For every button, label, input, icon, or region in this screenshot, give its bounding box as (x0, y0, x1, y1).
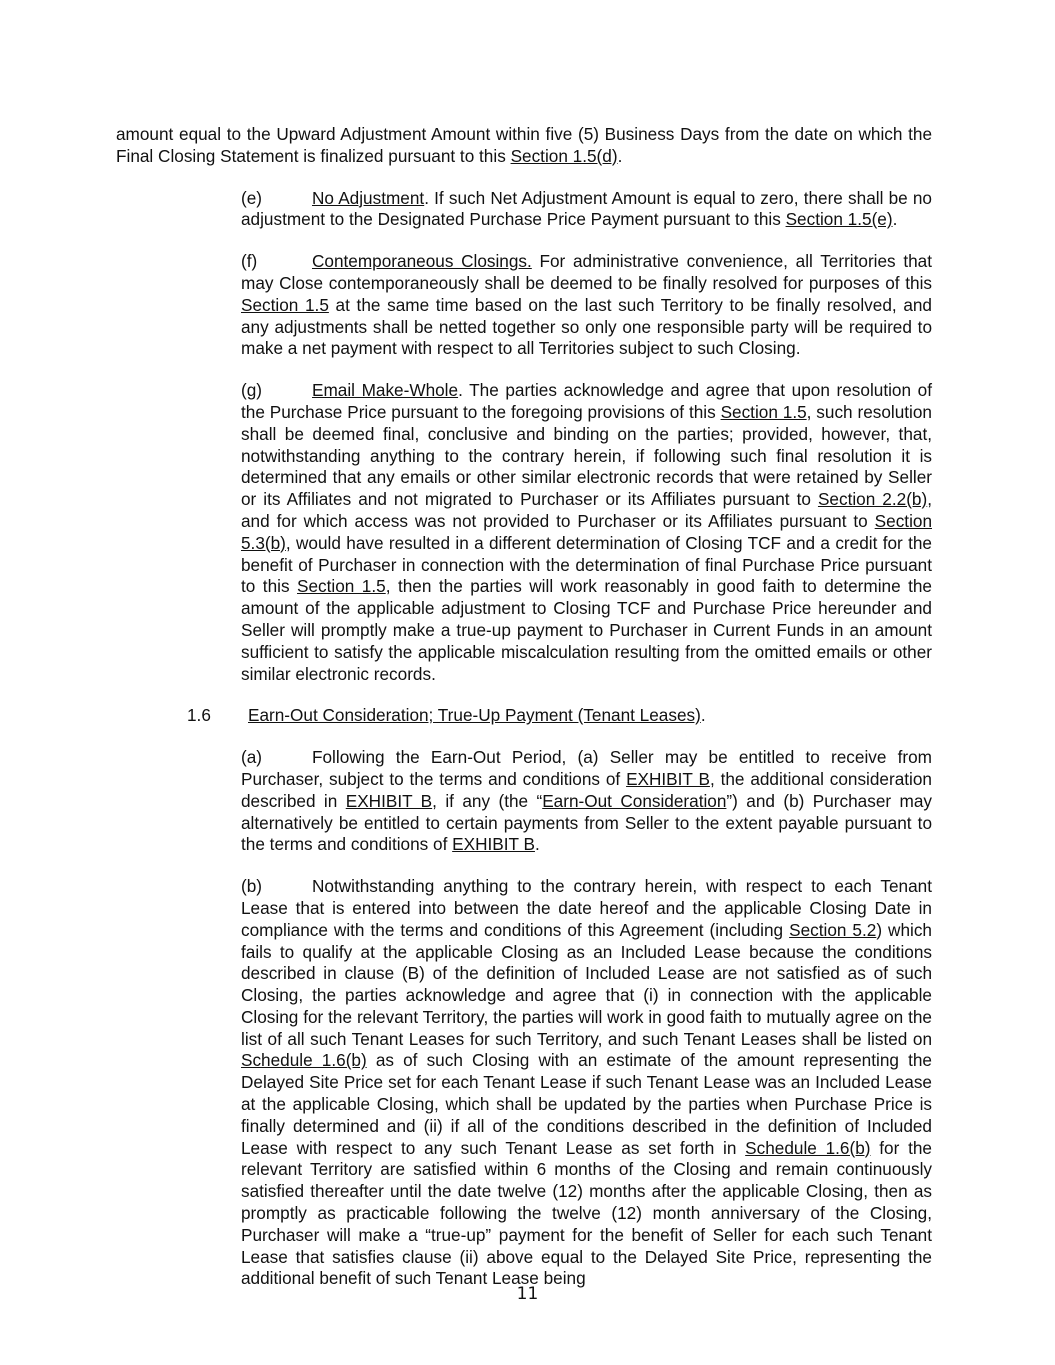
section-reference: Section 1.5(e) (785, 209, 893, 230)
clause-heading: Email Make-Whole (312, 380, 459, 401)
clause-heading: No Adjustment (312, 187, 425, 208)
section-reference: Section 1.5 (297, 576, 386, 597)
clause-label: (g) (241, 380, 263, 401)
section-reference: Section 2.2(b) (817, 489, 928, 510)
schedule-reference: Schedule 1.6(b) (241, 1050, 367, 1071)
clause-label: (f) (241, 251, 258, 272)
defined-term: Earn-Out Consideration (542, 790, 727, 811)
clause-label: (a) (241, 747, 263, 768)
schedule-reference: Schedule 1.6(b) (745, 1137, 871, 1158)
clause-label: (b) (241, 876, 263, 897)
paragraph-1-6-a: (a) Following the Earn-Out Period, (a) Seller may be entitled to receive from Purchaser, subject to the terms and conditions of EXHIBIT B, the additional consideration described in EXHIBIT B, if any (the “Earn-Out Consideration”) and (b) Purchaser may alternatively be entitled to certain payments from Seller to the extent payable pursuant to the terms and conditions of EXHIBIT B. (241, 747, 932, 855)
paragraph-continuation: amount equal to the Upward Adjustment Amount within five (5) Business Days from the date on which the Final Closing Statement is finalized pursuant to this Section 1.5(d). (116, 124, 932, 166)
exhibit-reference: EXHIBIT B (452, 834, 535, 855)
paragraph-f: (f) Contemporaneous Closings. For administrative convenience, all Territories that may Close contemporaneously shall be deemed to be finally resolved for purposes of this Section 1.5 at the same time based on the last such Territory to be finally resolved, and any adjustments shall be netted together so only one responsible party will be required to make a net payment with respect to all Territories subject to such Closing. (241, 251, 933, 359)
paragraph-g: (g) Email Make-Whole. The parties acknowledge and agree that upon resolution of the Purchase Price pursuant to the foregoing provisions of this Section 1.5, such resolution shall be deemed final, conclusive and binding on the parties; provided, however, that, notwithstanding anything to the contrary herein, if following such final resolution it is determined that any emails or other similar electronic records that were retained by Seller or its Affiliates and not migrated to Purchaser or its Affiliates pursuant to Section 2.2(b), and for which access was not provided to Purchaser or its Affiliates pursuant to Section 5.3(b), would have resulted in a different determination of Closing TCF and a credit for the benefit of Purchaser in connection with the determination of final Purchase Price pursuant to this Section 1.5, then the parties will work reasonably in good faith to determine the amount of the applicable adjustment to Closing TCF and Purchase Price hereunder and Seller will promptly make a true-up payment to Purchaser in Current Funds in an amount sufficient to satisfy the applicable miscalculation resulting from the omitted emails or other similar electronic records. (241, 380, 932, 684)
paragraph-e: (e) No Adjustment. If such Net Adjustment Amount is equal to zero, there shall be no adjustment to the Designated Purchase Price Payment pursuant to this Section 1.5(e). (241, 187, 932, 230)
exhibit-reference: EXHIBIT B (626, 768, 710, 789)
clause-label: (e) (241, 187, 263, 208)
paragraph-1-6-b: (b) Notwithstanding anything to the contrary herein, with respect to each Tenant Lease that is entered into between the date hereof and the applicable Closing Date in compliance with the terms and conditions of this Agreement (including Section 5.2) which fails to qualify at the applicable Closing as an Included Lease because the conditions described in clause (B) of the definition of Included Lease are not satisfied as of such Closing, the parties acknowledge and agree that (i) in connection with the applicable Closing for the relevant Territory, the parties will work in good faith to mutually agree on the list of all such Tenant Leases for such Territory, and such Tenant Leases shall be listed on Schedule 1.6(b) as of such Closing with an estimate of the amount representing the Delayed Site Price set for each Tenant Lease if such Tenant Lease was an Included Lease at the applicable Closing, which shall be updated by the parties when Purchase Price is finally determined and (ii) if all of the conditions described in the definition of Included Lease with respect to any such Tenant Lease as set forth in Schedule 1.6(b) for the relevant Territory are satisfied within 6 months of the Closing and remain continuously satisfied thereafter until the date twelve (12) months after the applicable Closing, then as promptly as practicable following the twelve (12) month anniversary of the Closing, Purchaser will make a “true-up” payment for the benefit of Seller for each such Tenant Lease that satisfies clause (ii) above equal to the Delayed Site Price, representing the additional benefit of such Tenant Lease being (241, 876, 932, 1289)
section-reference: Section 5.3(b) (241, 510, 932, 553)
page-number: 11 (516, 1284, 539, 1304)
document-page (116, 124, 932, 1310)
section-heading: 1.6 Earn-Out Consideration; True-Up Payment (Tenant Leases). (187, 705, 706, 726)
exhibit-reference: EXHIBIT B (345, 790, 433, 811)
section-number: 1.6 (187, 705, 211, 726)
section-reference: Section 5.2 (789, 919, 877, 940)
section-title: Earn-Out Consideration; True-Up Payment (Tenant Leases) (248, 705, 701, 726)
section-reference: Section 1.5(d) (510, 145, 618, 166)
section-reference: Section 1.5 (241, 294, 329, 315)
section-reference: Section 1.5 (720, 401, 807, 422)
clause-heading: Contemporaneous Closings. (312, 251, 532, 272)
